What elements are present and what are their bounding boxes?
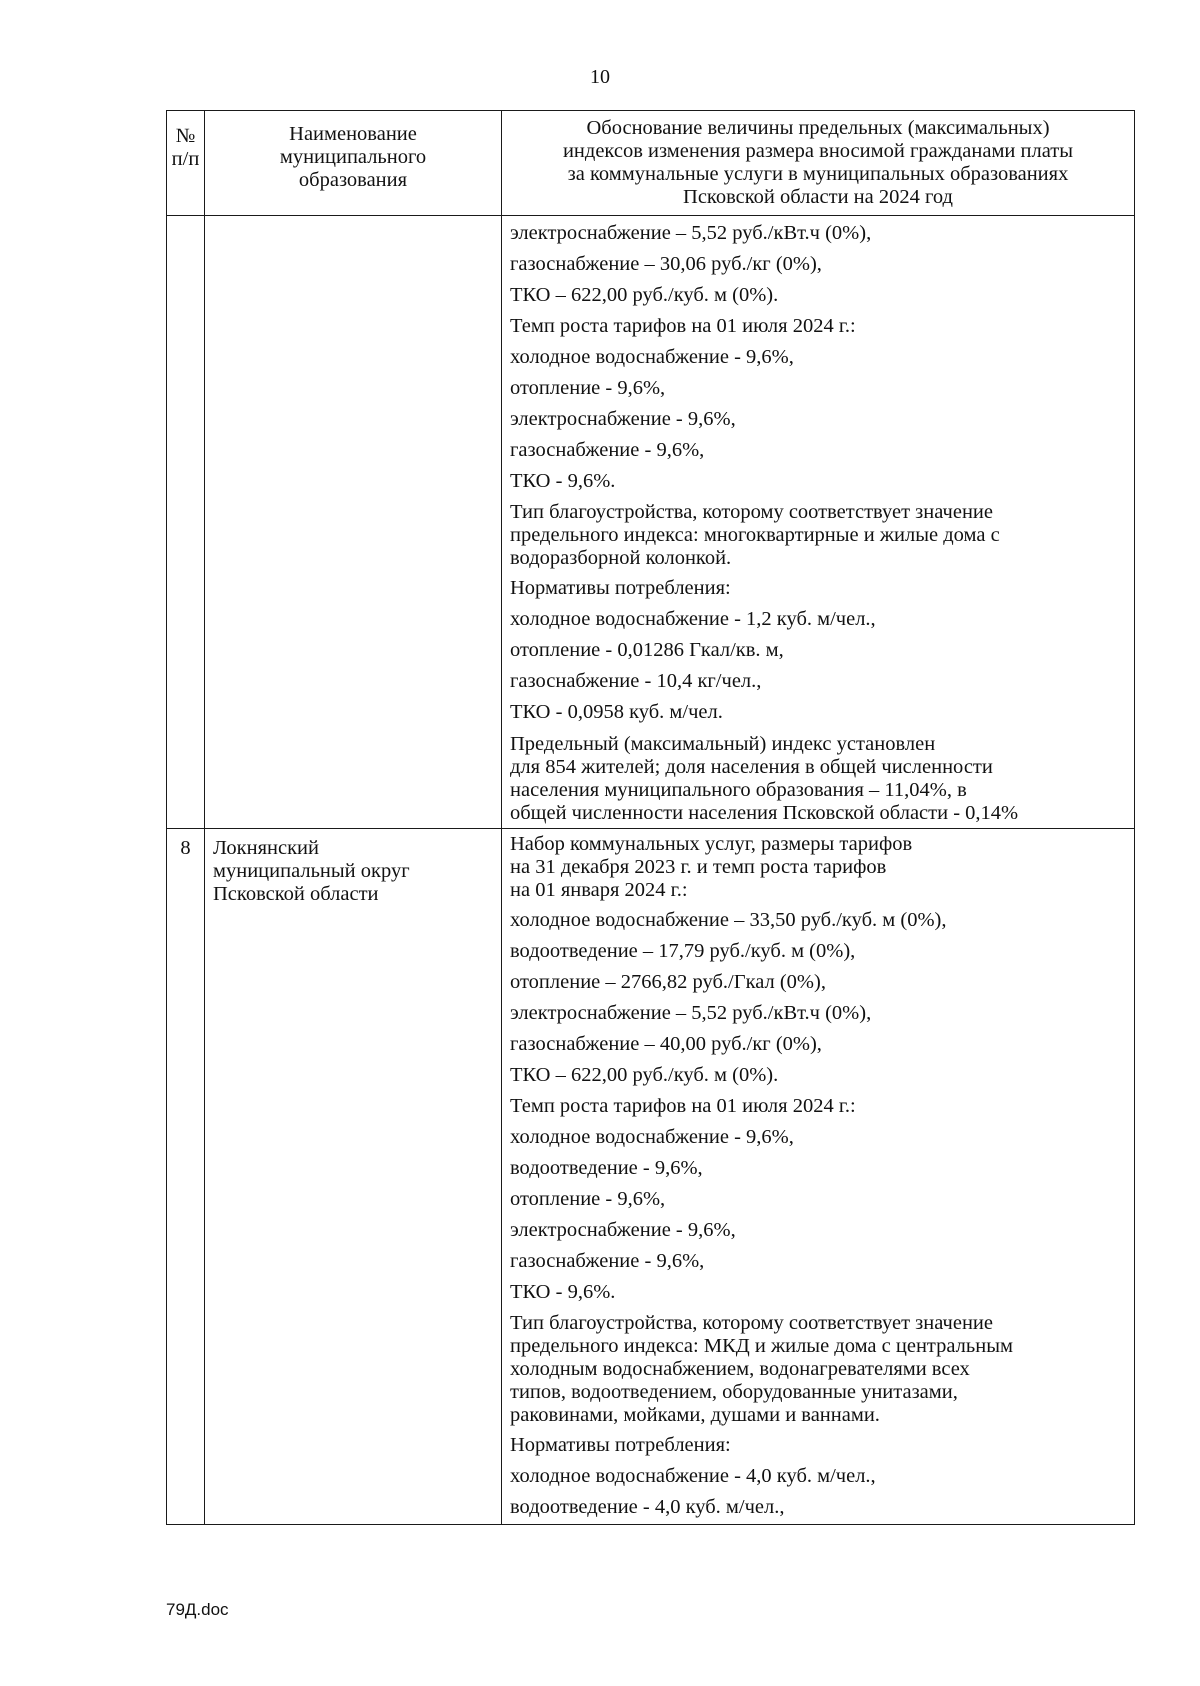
basis-entry-text: на 31 декабря 2023 г. и темп роста тарифов (510, 855, 887, 878)
row-basis-cell (502, 216, 1135, 829)
header-basis-line: индексов изменения размера вносимой гражданами платы (562, 140, 1074, 162)
row-number-cell (167, 216, 205, 829)
row-name-cell (205, 828, 502, 1524)
header-number (167, 111, 205, 216)
basis-entry (510, 1277, 1130, 1308)
basis-entry-text: электроснабжение – 5,52 руб./кВт.ч (0%), (510, 222, 872, 244)
basis-entry (510, 729, 1130, 828)
basis-entry-text: ТКО - 9,6%. (510, 469, 616, 492)
basis-entry-text: холодное водоснабжение - 9,6%, (510, 1125, 794, 1148)
basis-entry-text: водоразборной колонкой. (510, 547, 732, 570)
basis-entry (510, 905, 1130, 936)
basis-entry (510, 1091, 1130, 1122)
basis-entry (510, 435, 1130, 466)
basis-entry (510, 605, 1130, 636)
basis-entry (510, 1184, 1130, 1215)
row-number-cell: 8 (167, 828, 205, 1524)
basis-entry (510, 1246, 1130, 1277)
basis-entry-text: ТКО - 0,0958 куб. м/чел. (510, 701, 723, 724)
basis-entry-text: ТКО – 622,00 руб./куб. м (0%). (510, 1063, 779, 1086)
basis-entry (510, 216, 1130, 249)
basis-lines (502, 216, 1134, 828)
header-name-line: муниципального (279, 146, 427, 168)
basis-entry-text: холодное водоснабжение - 1,2 куб. м/чел., (510, 608, 876, 631)
basis-entry-text: холодное водоснабжение - 4,0 куб. м/чел., (510, 1465, 876, 1488)
municipality-name-line: Локнянский (213, 836, 319, 859)
basis-entry (510, 698, 1130, 729)
document-filename: 79Д.doc (166, 1600, 229, 1619)
row-name-cell (205, 216, 502, 829)
basis-entry (510, 1060, 1130, 1091)
municipality-name-line: муниципальный округ (213, 859, 410, 882)
basis-entry-text: электроснабжение - 9,6%, (510, 1218, 736, 1241)
header-basis (502, 111, 1135, 216)
basis-entry-text: Предельный (максимальный) индекс установлен (510, 732, 936, 755)
basis-entry (510, 936, 1130, 967)
basis-entry-text: для 854 жителей; доля населения в общей численности (510, 755, 993, 778)
basis-entry-text: электроснабжение - 9,6%, (510, 407, 736, 430)
basis-entry-text: газоснабжение - 9,6%, (510, 1249, 705, 1272)
basis-entry-text: газоснабжение - 10,4 кг/чел., (510, 670, 762, 693)
row-basis-cell (502, 828, 1135, 1524)
basis-entry-text: Набор коммунальных услуг, размеры тарифов (510, 832, 913, 855)
basis-entry (510, 667, 1130, 698)
basis-entry (510, 466, 1130, 497)
basis-entry-text: населения муниципального образования – 11,04%, в (510, 778, 967, 801)
page-number: 10 (590, 66, 610, 88)
basis-entry-text: водоотведение - 4,0 куб. м/чел., (510, 1496, 785, 1519)
basis-entry-text: Нормативы потребления: (510, 577, 731, 600)
table-row-8 (167, 828, 1135, 1524)
basis-entry-text: водоотведение - 9,6%, (510, 1156, 703, 1179)
basis-entry (510, 249, 1130, 280)
basis-entry (510, 636, 1130, 667)
header-number-line: № (175, 125, 196, 147)
basis-entry (510, 1122, 1130, 1153)
basis-entry-text: электроснабжение – 5,52 руб./кВт.ч (0%), (510, 1001, 872, 1024)
table-row-continued (167, 216, 1135, 829)
header-name-line: образования (298, 169, 408, 191)
basis-entry (510, 829, 1130, 905)
basis-entry (510, 1215, 1130, 1246)
basis-entry (510, 311, 1130, 342)
basis-entry (510, 1308, 1130, 1430)
basis-entry-text: отопление – 2766,82 руб./Гкал (0%), (510, 970, 826, 993)
basis-entry (510, 1462, 1130, 1493)
basis-entry-text: отопление - 9,6%, (510, 376, 666, 399)
header-basis-line: Обоснование величины предельных (максимальных) (586, 117, 1050, 139)
header-municipality-name (205, 111, 502, 216)
basis-entry (510, 1153, 1130, 1184)
basis-entry-text: предельного индекса: МКД и жилые дома с центральным (510, 1335, 1013, 1358)
basis-entry-text: холодное водоснабжение - 9,6%, (510, 345, 794, 368)
basis-entry-text: холодное водоснабжение – 33,50 руб./куб. м (0%), (510, 908, 947, 931)
basis-entry-text: ТКО – 622,00 руб./куб. м (0%). (510, 283, 779, 306)
basis-entry (510, 998, 1130, 1029)
header-basis-line: за коммунальные услуги в муниципальных образованиях (567, 163, 1069, 185)
basis-entry (510, 497, 1130, 573)
table-header-row (167, 111, 1135, 216)
basis-entry (510, 342, 1130, 373)
basis-entry-text: отопление - 0,01286 Гкал/кв. м, (510, 639, 784, 662)
basis-lines (502, 829, 1134, 1524)
basis-entry-text: газоснабжение – 40,00 руб./кг (0%), (510, 1032, 822, 1055)
basis-entry-text: ТКО - 9,6%. (510, 1280, 616, 1303)
header-number-line: п/п (171, 148, 200, 170)
tariff-index-table (166, 110, 1135, 1525)
basis-entry-text: газоснабжение – 30,06 руб./кг (0%), (510, 252, 822, 275)
header-name-line: Наименование (289, 123, 417, 145)
basis-entry-text: газоснабжение - 9,6%, (510, 438, 705, 461)
basis-entry-text: Тип благоустройства, которому соответствует значение (510, 501, 993, 524)
basis-entry-text: общей численности населения Псковской области - 0,14% (510, 801, 1019, 824)
basis-entry-text: типов, водоотведением, оборудованные унитазами, (510, 1381, 958, 1404)
basis-entry-text: раковинами, мойками, душами и ваннами. (510, 1404, 880, 1427)
basis-entry (510, 967, 1130, 998)
tariff-table-wrapper (166, 110, 1134, 1525)
header-basis-line: Псковской области на 2024 год (683, 186, 953, 208)
basis-entry-text: Нормативы потребления: (510, 1434, 731, 1457)
basis-entry-text: Темп роста тарифов на 01 июля 2024 г.: (510, 1094, 856, 1117)
basis-entry (510, 574, 1130, 605)
basis-entry (510, 280, 1130, 311)
basis-entry-text: холодным водоснабжением, водонагревателями всех (510, 1358, 970, 1381)
basis-entry-text: предельного индекса: многоквартирные и жилые дома с (510, 524, 1000, 547)
basis-entry (510, 404, 1130, 435)
basis-entry-text: отопление - 9,6%, (510, 1187, 666, 1210)
basis-entry (510, 1029, 1130, 1060)
basis-entry-text: Тип благоустройства, которому соответствует значение (510, 1312, 993, 1335)
basis-entry (510, 1431, 1130, 1462)
basis-entry-text: на 01 января 2024 г.: (510, 878, 688, 901)
basis-entry (510, 373, 1130, 404)
basis-entry (510, 1493, 1130, 1524)
municipality-name-line: Псковской области (213, 882, 379, 905)
basis-entry-text: Темп роста тарифов на 01 июля 2024 г.: (510, 314, 856, 337)
basis-entry-text: водоотведение – 17,79 руб./куб. м (0%), (510, 939, 856, 962)
